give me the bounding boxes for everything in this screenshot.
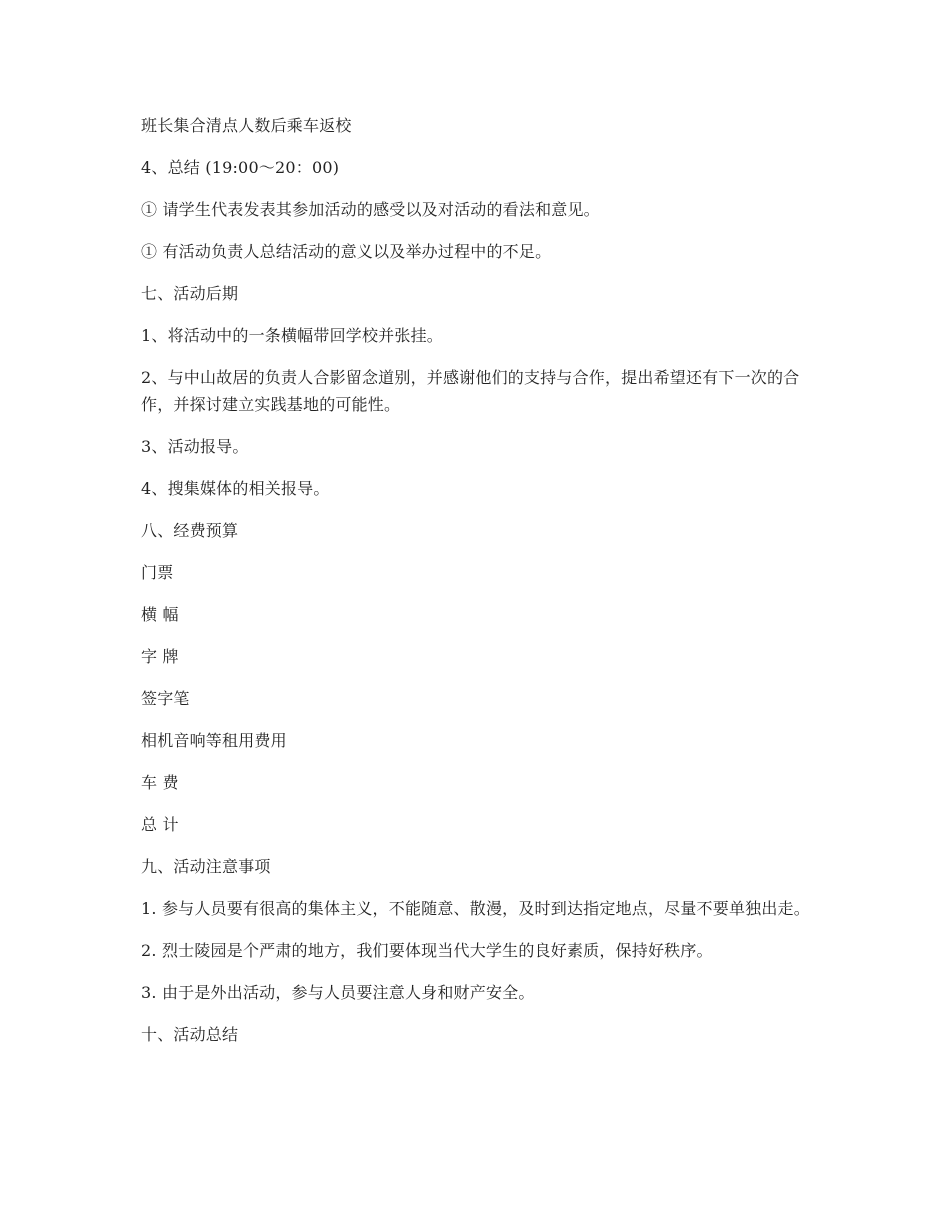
budget-item-banner: 横 幅 [141, 605, 179, 624]
list-item-student-feedback: ① 请学生代表发表其参加活动的感受以及对活动的看法和意见。 [141, 200, 600, 219]
precaution-item-cemetery-order: 2. 烈士陵园是个严肃的地方，我们要体现当代大学生的良好素质，保持好秩序。 [141, 941, 713, 960]
paragraph-return-to-school: 班长集合清点人数后乘车返校 [141, 116, 352, 135]
budget-item-equipment-rental: 相机音响等租用费用 [141, 731, 287, 750]
section-heading-precautions: 九、活动注意事项 [141, 857, 271, 876]
list-item-report: 3、活动报导。 [141, 437, 249, 456]
list-item-media-collection: 4、搜集媒体的相关报导。 [141, 479, 330, 498]
budget-item-total: 总 计 [141, 815, 179, 834]
section-heading-budget: 八、经费预算 [141, 521, 239, 540]
budget-item-transport: 车 费 [141, 773, 179, 792]
budget-item-signs: 字 牌 [141, 647, 179, 666]
budget-item-tickets: 门票 [141, 563, 174, 582]
document-body [141, 112, 821, 1063]
heading-summary-time: 4、总结 (19:00～20：00) [141, 158, 340, 177]
precaution-item-collectivism: 1. 参与人员要有很高的集体主义，不能随意、散漫，及时到达指定地点，尽量不要单独出走。 [141, 899, 810, 918]
precaution-item-safety: 3. 由于是外出活动，参与人员要注意人身和财产安全。 [141, 983, 535, 1002]
list-item-farewell-photo: 2、与中山故居的负责人合影留念道别，并感谢他们的支持与合作，提出希望还有下一次的合作，并探讨建立实践基地的可能性。 [141, 368, 800, 414]
section-heading-post-activity: 七、活动后期 [141, 284, 239, 303]
list-item-banner: 1、将活动中的一条横幅带回学校并张挂。 [141, 326, 443, 345]
list-item-leader-summary: ① 有活动负责人总结活动的意义以及举办过程中的不足。 [141, 242, 552, 261]
budget-item-pens: 签字笔 [141, 689, 190, 708]
section-heading-activity-summary: 十、活动总结 [141, 1025, 239, 1044]
